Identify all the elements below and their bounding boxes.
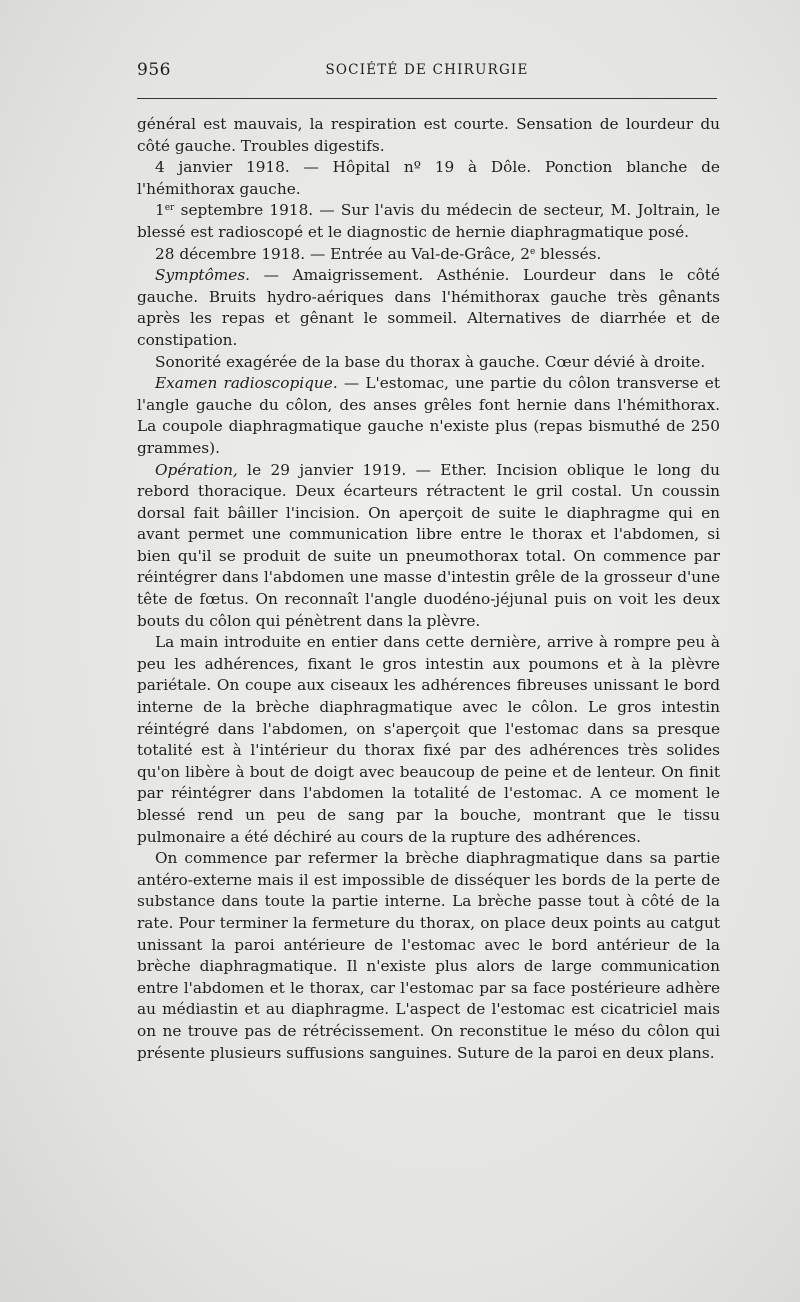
paragraph-4: 28 décembre 1918. — Entrée au Val-de-Grâce, 2e blessés. — [155, 244, 602, 263]
paragraph-9: La main introduite en entier dans cette dernière, arrive à rompre peu à peu les adhérences, fixant le gros intestin aux poumons et à la plèvre pariétale. On coupe aux ciseaux les adhérences fibreuses unissant le bord interne de la brèche diaphragmatique avec le côlon. Le gros intestin réintégré dans l'abdomen, on s'aperçoit que l'estomac dans sa presque totalité est à l'intérieur du thorax fixé par des adhérences très solides qu'on libère à bout de doigt avec beaucoup de peine et de lenteur. On finit par réintégrer dans l'abdomen la totalité de l'estomac. A ce moment le blessé rend un peu de sang par la bouche, montrant que le tissu pulmonaire a été déchiré au cours de la rupture des adhérences. — [137, 633, 720, 846]
running-head: SOCIÉTÉ DE CHIRURGIE — [325, 62, 529, 78]
paragraph-8: Opération, le 29 janvier 1919. — Ether. Incision oblique le long du rebord thoracique. Deux écarteurs rétractent le gril costal. Un coussin dorsal fait bâiller l'incision. On aperçoit de suite le diaphragme qui en avant permet une communication libre entre le thorax et l'abdomen, si bien qu'il se produit de suite un pneumothorax total. On commence par réintégrer dans l'abdomen une masse d'intestin grêle de la grosseur d'une tête de fœtus. On reconnaît l'angle duodéno-jéjunal puis on voit les deux bouts du côlon qui pénètrent dans la plèvre. — [137, 460, 720, 630]
paragraph-1: général est mauvais, la respiration est courte. Sensation de lourdeur du côté gauche. Troubles digestifs. — [137, 115, 720, 155]
paragraph-2: 4 janvier 1918. — Hôpital nº 19 à Dôle. Ponction blanche de l'hémithorax gauche. — [137, 158, 720, 198]
paragraph-10: On commence par refermer la brèche diaphragmatique dans sa partie antéro-externe mais il est impossible de disséquer les bords de la perte de substance dans toute la partie interne. La brèche passe tout à côté de la rate. Pour terminer la fermeture du thorax, on place deux points au catgut unissant la paroi antérieure de l'estomac avec le bord antérieur de la brèche diaphragmatique. Il n'existe plus alors de large communication entre l'abdomen et le thorax, car l'estomac par sa face postérieure adhère au médiastin et au diaphragme. L'aspect de l'estomac est cicatriciel mais on ne trouve pas de rétrécissement. On reconstitue le méso du côlon qui présente plusieurs suffusions sanguines. Suture de la paroi en deux plans. — [137, 849, 720, 1062]
header-rule — [137, 98, 717, 99]
body-text — [137, 114, 720, 1064]
page-number: 956 — [137, 60, 171, 80]
paragraph-3: 1er septembre 1918. — Sur l'avis du médecin de secteur, M. Joltrain, le blessé est radioscopé et le diagnostic de hernie diaphragmatique posé. — [137, 201, 721, 241]
page-header — [137, 60, 717, 84]
paragraph-6: Sonorité exagérée de la base du thorax à gauche. Cœur dévié à droite. — [155, 352, 706, 371]
paragraph-5: Symptômes. — Amaigrissement. Asthénie. Lourdeur dans le côté gauche. Bruits hydro-aériques dans l'hémithorax gauche très gênants après les repas et gênant le sommeil. Alternatives de diarrhée et de constipation. — [137, 266, 720, 349]
paragraph-7: Examen radioscopique. — L'estomac, une partie du côlon transverse et l'angle gauche du côlon, des anses grêles font hernie dans l'hémithorax. La coupole diaphragmatique gauche n'existe plus (repas bismuthé de 250 grammes). — [137, 374, 720, 457]
